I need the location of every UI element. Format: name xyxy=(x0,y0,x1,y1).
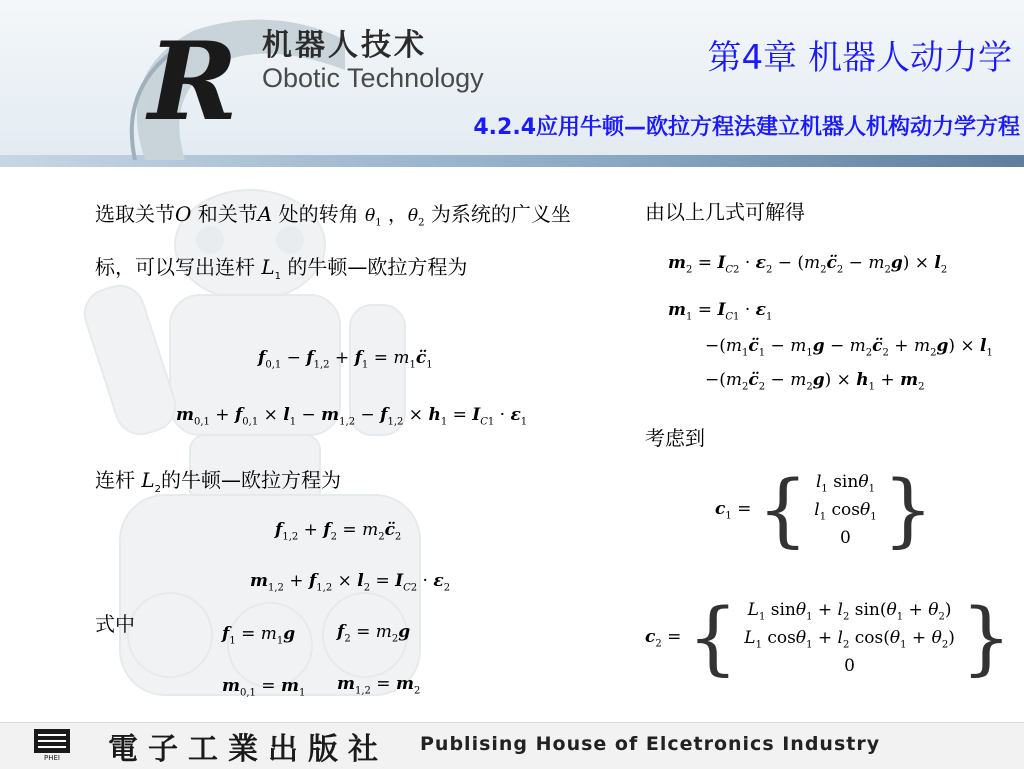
publisher-english-name: Publising House of Elcetronics Industry xyxy=(420,733,881,755)
equation-link2-moment: $m_{1,2} + f_{1,2} \times l_2 = I_{C2} \cdot \varepsilon_2$ xyxy=(250,571,451,594)
intro-text-3: 处的转角 xyxy=(272,202,365,226)
symbol-L2: L xyxy=(141,468,155,492)
symbol-L1: L xyxy=(261,255,275,280)
equation-c2: $c_2$ = { $L_1$ $\sin\theta_1 + l_2$ $\sin(\theta_1 + \theta_2)$ $L_1$ $\cos\theta_1 + l_2$ $\cos(\theta_1 + \theta_2)$ 0 } xyxy=(645,591,1012,684)
section-title: 4.2.4应用牛顿—欧拉方程法建立机器人机构动力学方程 xyxy=(473,115,1020,140)
equation-f2: $f_2 = m_2g$ xyxy=(337,622,411,645)
symbol-O: O xyxy=(175,202,192,226)
link2-text-1: 连杆 xyxy=(95,468,142,492)
equation-link1-moment: $m_{0,1} + f_{0,1} \times l_1 - m_{1,2} - f_{1,2} \times h_1 = I_{C1} \cdot \varepsilon_1$ xyxy=(176,405,528,428)
theta-2-symbol: $\theta_2$ xyxy=(407,206,425,229)
equation-m2-solution: $m_2 = I_{C2} \cdot \varepsilon_2$ − $(m_2c̈_2 - m_2g) \times l_2$ xyxy=(668,253,948,276)
link2-intro: 连杆 $L_2$的牛顿—欧拉方程为 xyxy=(95,468,342,495)
equation-m1-solution-line1: $m_1 = I_{C1} \cdot \varepsilon_1$ xyxy=(668,300,773,323)
equation-link1-force: $f_{0,1} - f_{1,2} + f_1$ = $m_1c̈_1$ xyxy=(258,348,433,371)
equation-m01: $m_{0,1} = m_1$ xyxy=(222,676,306,699)
svg-text:PHEI: PHEI xyxy=(44,754,60,761)
consider-label: 考虑到 xyxy=(645,426,705,450)
equation-f1: $f_1 = m_1g$ xyxy=(222,624,296,647)
symbol-A: A xyxy=(257,202,273,226)
intro-paragraph: 选取关节O 和关节A 处的转角 $\theta_1$ ，$\theta_2$ 为系统的广义坐标，可以写出连杆 $L_1$ 的牛顿—欧拉方程为 xyxy=(95,202,571,283)
logo-chinese-text: 机器人技术 xyxy=(262,28,427,63)
intro-text-1: 选取关节 xyxy=(95,202,175,226)
equation-m1-solution-line2: $-(m_1c̈_1 - m_1g$ − $m_2c̈_2 + m_2g) \times l_1$ xyxy=(705,336,993,359)
publisher-chinese-name: 電子工業出版社 xyxy=(108,732,388,767)
logo-english-text: Obotic Technology xyxy=(262,63,484,93)
logo-letter: R xyxy=(148,19,238,145)
chapter-title: 第4章 机器人动力学 xyxy=(707,38,1012,78)
intro-text-4: 为系统的广义坐标，可以写出连杆 xyxy=(95,202,571,280)
theta-1-symbol: $\theta_1$ xyxy=(364,206,382,229)
publisher-logo-icon xyxy=(32,727,72,761)
equation-c1: $c_1$ = { $l_1$ sinθ$_1$ $l_1$ cosθ$_1$ 0 } xyxy=(715,463,934,556)
solve-label: 由以上几式可解得 xyxy=(645,200,805,224)
equation-m12: $m_{1,2} = m_2$ xyxy=(337,674,421,697)
link2-text-2: 的牛顿—欧拉方程为 xyxy=(161,468,342,492)
intro-text-5: 的牛顿—欧拉方程为 xyxy=(281,255,468,280)
equation-m1-solution-line3: $-(m_2c̈_2 - m_2g) \times h_1 + m_2$ xyxy=(705,370,925,393)
intro-text-2: 和关节 xyxy=(191,202,258,226)
where-label: 式中 xyxy=(95,612,135,636)
equation-link2-force: $f_{1,2} + f_2$ = $m_2c̈_2$ xyxy=(275,520,402,543)
